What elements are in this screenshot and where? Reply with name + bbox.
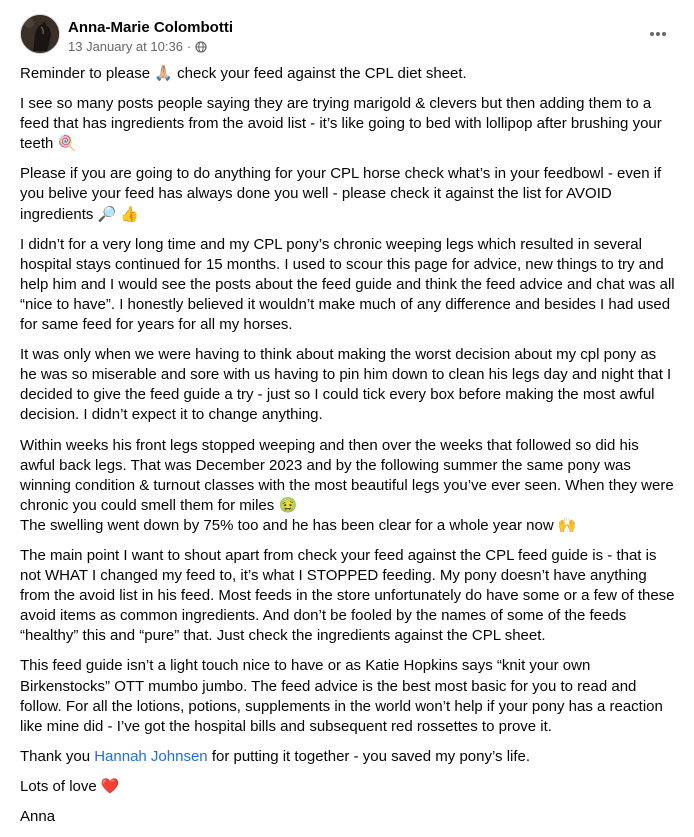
text: Within weeks his front legs stopped weeping and then over the weeks that followed so did his awful back legs. That was December 2023 and by the following summer the same pony was winning condition & turnout classes with the most beautiful legs you’ve ever seen. When they were chronic you could smell them for miles xyxy=(20,436,674,514)
post-timestamp[interactable]: 13 January at 10:36 xyxy=(68,39,183,54)
paragraph-check-feed xyxy=(20,164,676,224)
more-options-button[interactable] xyxy=(642,18,674,50)
mention-link[interactable]: Hannah Johnsen xyxy=(94,747,208,765)
horse-photo-icon xyxy=(21,15,60,54)
more-options-icon xyxy=(648,24,668,44)
magnifier-thumbs-up-emoji-icon: 🔎 👍 xyxy=(97,205,140,223)
paragraph-feed-guide: This feed guide isn’t a light touch nice to have or as Katie Hopkins says “knit your own Birkenstocks” OTT mumbo jumbo. The feed advice is the best most basic for you to read and follow. For all the lotions, potions, supplements in the world won’t help if your pony has a reaction like mine did - I’ve got the hospital bills and subsequent red rossettes to prove it. xyxy=(20,657,663,735)
text: The swelling went down by 75% too and he has been clear for a whole year now xyxy=(20,516,554,534)
red-heart-emoji-icon: ❤️ xyxy=(100,777,120,795)
paragraph-lollipop xyxy=(20,94,676,154)
lollipop-emoji-icon: 🍭 xyxy=(57,135,77,153)
praying-hands-emoji-icon: 🙏🏼 xyxy=(154,65,173,82)
paragraph-reminder xyxy=(20,64,676,84)
paragraph-main-point: The main point I want to shout apart from check your feed against the CPL feed guide is - that is not WHAT I changed my feed to, it’s what I STOPPED feeding. My pony doesn’t have anything from the avoid list in his feed. Most feeds in the store unfortunately do have some or a few of these avoid items as common ingredients. And don’t be fooled by the names of some of the feeds “healthy” this and “pure” that. Just check the ingredients against the CPL sheet. xyxy=(20,546,675,645)
paragraph-results xyxy=(20,436,676,536)
paragraph-signature: Anna xyxy=(20,808,56,825)
nauseated-face-emoji-icon: 🤢 xyxy=(278,496,298,514)
avatar[interactable] xyxy=(20,14,60,54)
text: I see so many posts people saying they are trying marigold & clevers but then adding them to a feed that has ingredients from the avoid list - it’s like going to bed with lollipop after brushing your teeth xyxy=(20,95,662,153)
post-header xyxy=(20,14,674,58)
text: check your feed against the CPL diet sheet. xyxy=(172,65,467,82)
post-meta xyxy=(68,39,207,55)
paragraph-decision: It was only when we were having to think about making the worst decision about my cpl pony as he was so miserable and sore with us having to pin him down to clean his legs day and night that I decided to give the feed guide a try - just so I could tick every box before making the most awful decision. I didn’t expect it to change anything. xyxy=(20,346,672,424)
meta-separator: · xyxy=(186,39,192,54)
text: Thank you xyxy=(20,747,95,765)
text: for putting it together - you saved my pony’s life. xyxy=(207,747,531,765)
paragraph-history: I didn’t for a very long time and my CPL pony’s chronic weeping legs which resulted in several hospital stays continued for 15 months. I used to scour this page for advice, new things to try and help him and I would see the posts about the feed guide and think the feed advice and chat was all “nice to have”. I honestly believed it wouldn’t make much of any difference and besides I had used for same feed for years for all my horses. xyxy=(20,235,675,334)
globe-icon[interactable] xyxy=(195,41,207,53)
author-name[interactable]: Anna-Marie Colombotti xyxy=(68,19,233,36)
text: Reminder to please xyxy=(20,65,155,82)
paragraph-love xyxy=(20,777,676,797)
raising-hands-emoji-icon: 🙌 xyxy=(557,516,577,534)
text: Lots of love xyxy=(20,777,97,795)
post-body xyxy=(20,64,676,837)
text: Please if you are going to do anything for your CPL horse check what’s in your feedbowl - even if you belive your feed has always done you well - please check it against the list for AVOID ingredients xyxy=(20,165,662,223)
paragraph-thanks xyxy=(20,747,676,767)
